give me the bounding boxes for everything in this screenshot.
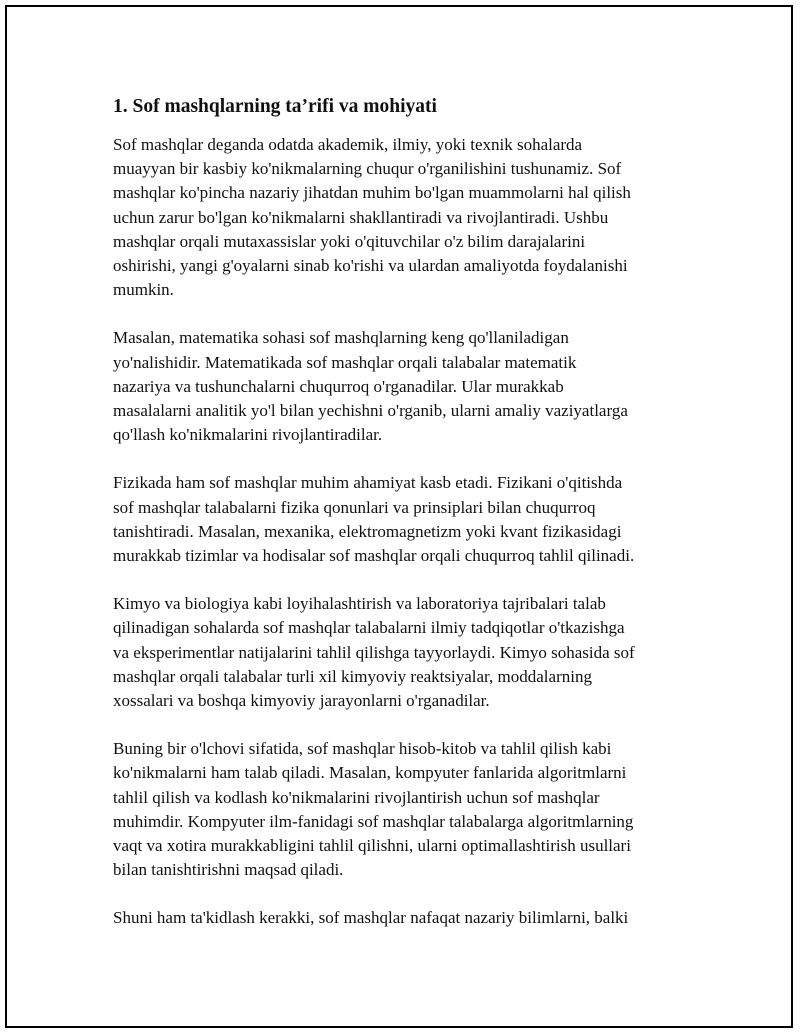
text-line: mashqlar orqali talabalar turli xil kimyoviy reaktsiyalar, moddalarning [113, 666, 592, 686]
text-line: Sof mashqlar deganda odatda akademik, ilmiy, yoki texnik sohalarda [113, 135, 583, 154]
paragraph-1 [113, 133, 693, 302]
text-line: oshirishi, yangi g'oyalarni sinab ko'rishi va ulardan amaliyotda foydalanishi [113, 256, 628, 276]
text-line: uchun zarur bo'lgan ko'nikmalarni shakllantiradi va rivojlantiradi. Ushbu [113, 207, 609, 227]
text-line: muhimdir. Kompyuter ilm-fanidagi sof mashqlar talabalarga algoritmlarning [113, 811, 634, 831]
text-line: yo'nalishidir. Matematikada sof mashqlar orqali talabalar matematik [113, 352, 577, 372]
text-line: nazariya va tushunchalarni chuqurroq o'rganadilar. Ular murakkab [113, 376, 564, 396]
text-line: Fizikada ham sof mashqlar muhim ahamiyat kasb etadi. Fizikani o'qitishda [113, 473, 623, 493]
text-line: muayyan bir kasbiy ko'nikmalarning chuqur o'rganilishini tushunamiz. Sof [113, 159, 622, 179]
text-line: vaqt va xotira murakkabligini tahlil qilishni, ularni optimallashtirish usullari [113, 836, 631, 856]
text-line: Buning bir o'lchovi sifatida, sof mashqlar hisob-kitob va tahlil qilish kabi [113, 739, 612, 759]
text-line: Shuni ham ta'kidlash kerakki, sof mashqlar nafaqat nazariy bilimlarni, balki [113, 908, 629, 928]
text-line: qilinadigan sohalarda sof mashqlar talabalarni ilmiy tadqiqotlar o'tkazishga [113, 618, 625, 638]
paragraph-3 [113, 471, 693, 568]
text-line: mumkin. [113, 280, 174, 300]
text-line: mashqlar orqali mutaxassislar yoki o'qituvchilar o'z bilim darajalarini [113, 231, 586, 251]
text-line: qo'llash ko'nikmalarini rivojlantiradilar. [113, 425, 383, 445]
text-line: mashqlar ko'pincha nazariy jihatdan muhim bo'lgan muammolarni hal qilish [113, 183, 631, 203]
text-line: xossalari va boshqa kimyoviy jarayonlarni o'rganadilar. [113, 691, 490, 711]
paragraph-5 [113, 737, 693, 882]
text-line: sof mashqlar talabalarni fizika qonunlari va prinsiplari bilan chuqurroq [113, 497, 596, 517]
paragraph-6 [113, 906, 693, 930]
text-line: Masalan, matematika sohasi sof mashqlarning keng qo'llaniladigan [113, 328, 569, 348]
text-line: tahlil qilish va kodlash ko'nikmalarini rivojlantirish uchun sof mashqlar [113, 787, 600, 807]
document-body [113, 94, 693, 955]
text-line: bilan tanishtirishni maqsad qiladi. [113, 860, 344, 880]
text-line: murakkab tizimlar va hodisalar sof mashqlar orqali chuqurroq tahlil qilinadi. [113, 546, 635, 566]
section-heading: 1. Sof mashqlarning ta’rifi va mohiyati [113, 96, 437, 117]
text-line: tanishtiradi. Masalan, mexanika, elektromagnetizm yoki kvant fizikasidagi [113, 521, 622, 541]
text-line: masalalarni analitik yo'l bilan yechishni o'rganib, ularni amaliy vaziyatlarga [113, 401, 628, 421]
text-line: ko'nikmalarni ham talab qiladi. Masalan, kompyuter fanlarida algoritmlarni [113, 763, 627, 783]
text-line: Kimyo va biologiya kabi loyihalashtirish va laboratoriya tajribalari talab [113, 594, 606, 614]
text-line: va eksperimentlar natijalarini tahlil qilishga tayyorlaydi. Kimyo sohasida sof [113, 642, 635, 662]
paragraph-4 [113, 592, 693, 713]
paragraph-2 [113, 326, 693, 447]
